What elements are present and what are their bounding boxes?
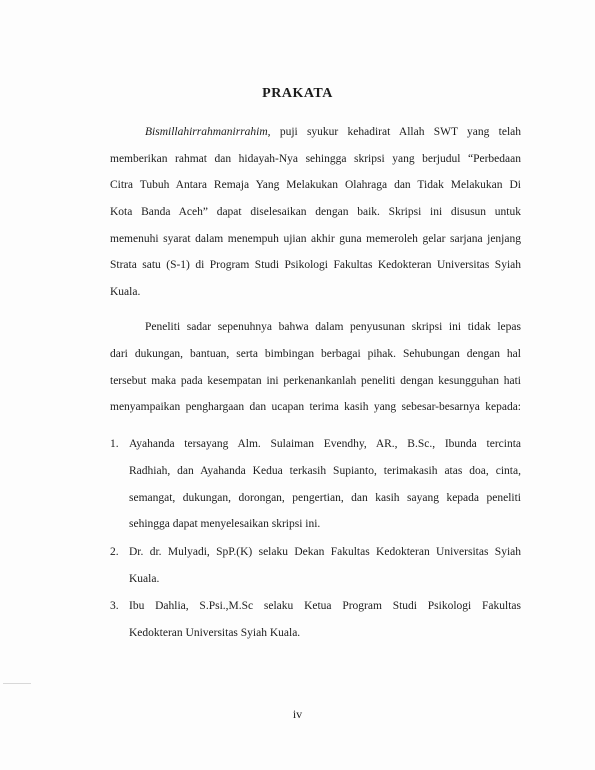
- paragraph-2-line-1: Peneliti sadar sepenuhnya bahwa dalam penyusunan skripsi ini tidak lepas: [145, 321, 521, 333]
- list-item-3-number: 3.: [110, 600, 119, 612]
- paragraph-2-line-3: tersebut maka pada kesempatan ini perkenankanlah peneliti dengan kesungguhan hati: [110, 375, 521, 387]
- list-item-1-line-1: Ayahanda tersayang Alm. Sulaiman Evendhy, AR., B.Sc., Ibunda tercinta: [129, 438, 521, 450]
- list-item-2-number: 2.: [110, 546, 119, 558]
- paragraph-1-line-2: memberikan rahmat dan hidayah-Nya sehingga skripsi yang berjudul “Perbedaan: [110, 153, 521, 165]
- paragraph-1-line-4: Kota Banda Aceh” dapat diselesaikan dengan baik. Skripsi ini disusun untuk: [110, 206, 521, 218]
- list-item-2-line-2: Kuala.: [129, 573, 160, 585]
- page-title: PRAKATA: [262, 86, 333, 101]
- list-item-1-line-2: Radhiah, dan Ayahanda Kedua terkasih Supianto, terimakasih atas doa, cinta,: [129, 465, 521, 477]
- list-item-1-number: 1.: [110, 438, 119, 450]
- paragraph-1-line-3: Citra Tubuh Antara Remaja Yang Melakukan Olahraga dan Tidak Melakukan Di: [110, 179, 521, 191]
- paragraph-1-line-6: Strata satu (S-1) di Program Studi Psikologi Fakultas Kedokteran Universitas Syiah: [110, 259, 521, 271]
- paragraph-1-lead-rest: puji syukur kehadirat Allah SWT yang telah: [270, 126, 521, 138]
- paragraph-1-line-5: memenuhi syarat dalam menempuh ujian akhir guna memeroleh gelar sarjana jenjang: [110, 233, 521, 245]
- list-item-2-line-1: Dr. dr. Mulyadi, SpP.(K) selaku Dekan Fakultas Kedokteran Universitas Syiah: [129, 546, 521, 558]
- list-item-3-line-1: Ibu Dahlia, S.Psi.,M.Sc selaku Ketua Program Studi Psikologi Fakultas: [129, 600, 521, 612]
- list-item-1-line-3: semangat, dukungan, dorongan, pengertian, dan kasih sayang kepada peneliti: [129, 492, 521, 504]
- list-item-1-line-4: sehingga dapat menyelesaikan skripsi ini.: [129, 518, 321, 530]
- paragraph-1-line-1: [145, 125, 521, 139]
- list-item-3-line-2: Kedokteran Universitas Syiah Kuala.: [129, 627, 301, 639]
- paragraph-2-line-2: dari dukungan, bantuan, serta bimbingan berbagai pihak. Sehubungan dengan hal: [110, 348, 521, 360]
- bismillah-text: Bismillahirrahmanirrahim,: [145, 126, 271, 138]
- page-number: iv: [292, 707, 303, 721]
- scan-mark: [3, 683, 31, 684]
- paragraph-1-line-7: Kuala.: [110, 286, 141, 298]
- paragraph-2-line-4: menyampaikan penghargaan dan ucapan terima kasih yang sebesar-besarnya kepada:: [110, 401, 521, 413]
